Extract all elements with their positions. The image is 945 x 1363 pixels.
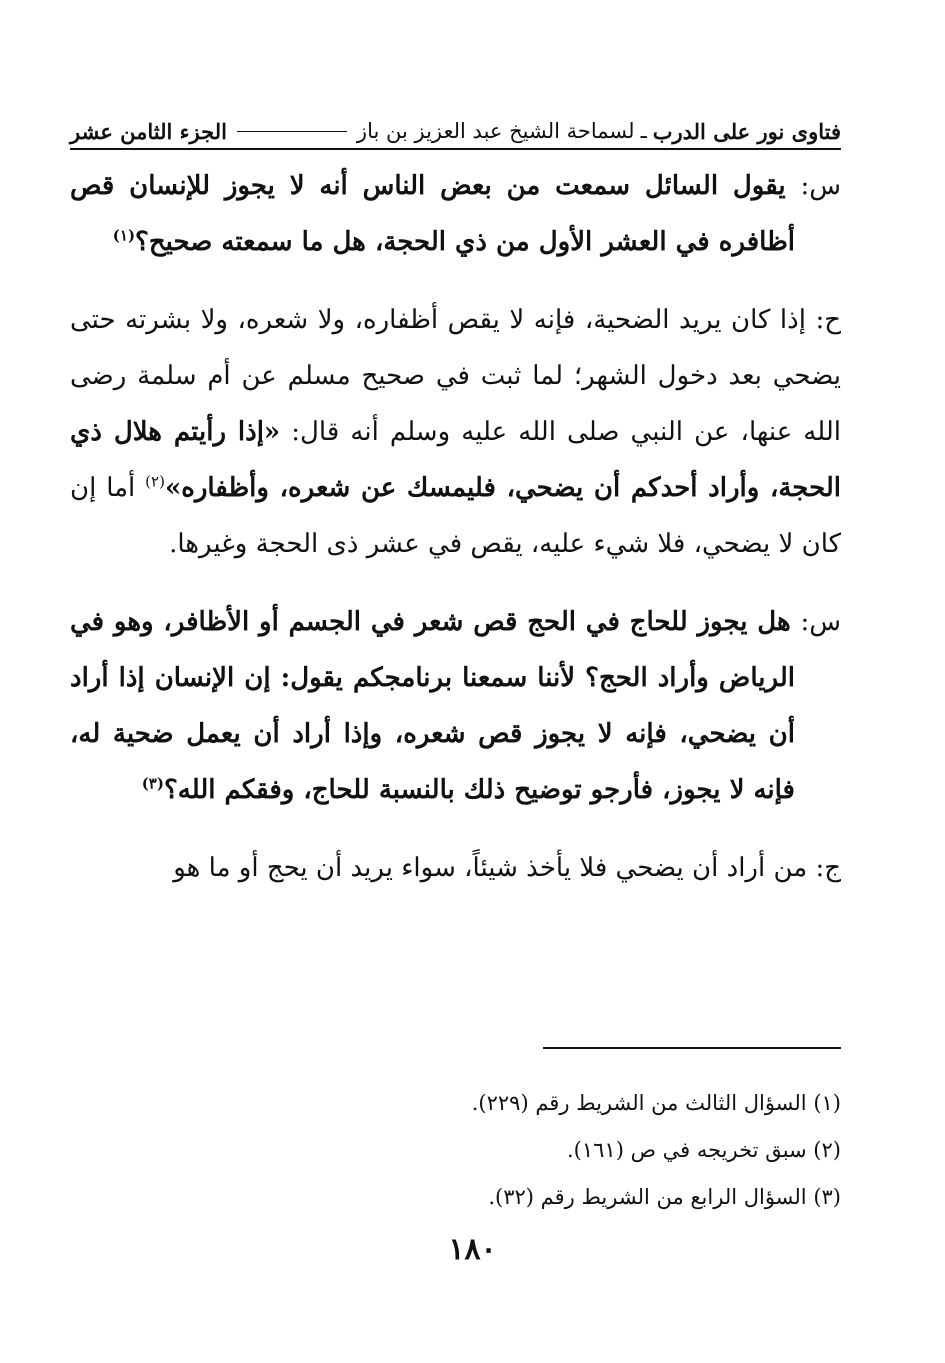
answer-1-text-part2: أما إن كان لا يضحي، فلا شيء عليه، يقص في عشر ذى الحجة وغيرها. — [70, 473, 841, 559]
answer-2 — [70, 840, 841, 896]
footnote-ref-2: (٢) — [145, 472, 165, 491]
answer-1-text-part1: إذا كان يريد الضحية، فإنه لا يقص أظفاره، ولا شعره، ولا بشرته حتى يضحي بعد دخول الشهر؛ لما ثبت في صحيح مسلم عن أم سلمة رضى الله عنها، عن النبي صلى الله عليه وسلم أنه قال: — [70, 305, 842, 447]
question-marker: س: — [800, 607, 842, 637]
part-label: الجزء الثامن عشر — [70, 118, 227, 144]
footnote-3: (٣) السؤال الرابع من الشريط رقم (٣٢). — [488, 1185, 841, 1209]
question-2 — [70, 594, 841, 818]
question-2-text: هل يجوز للحاج في الحج قص شعر في الجسم أو الأظافر، وهو في الرياض وأراد الحج؟ لأننا سمعنا برنامجكم يقول: إن الإنسان إذا أراد أن يضحي، فإنه لا يجوز قص شعره، وإذا أراد أن يعمل ضحية له، فإنه لا يجوز، فأرجو توضيح ذلك بالنسبة للحاج، وفقكم الله؟ — [70, 607, 795, 805]
question-marker: س: — [800, 171, 841, 201]
answer-marker: ج: — [815, 853, 841, 883]
footnote-ref-3: (٣) — [141, 774, 164, 793]
footnote-1: (١) السؤال الثالث من الشريط رقم (٢٢٩). — [471, 1091, 841, 1115]
book-title: فتاوى نور على الدرب — [652, 118, 841, 144]
author-line: لسماحة الشيخ عبد العزيز بن باز — [356, 119, 635, 143]
header-dash: ـ — [640, 119, 647, 143]
answer-marker: ح: — [815, 305, 842, 335]
page-body — [70, 158, 841, 918]
answer-2-text: من أراد أن يضحي فلا يأخذ شيئاً، سواء يريد أن يحج أو ما هو — [173, 853, 808, 883]
footnote-separator — [543, 1047, 841, 1049]
page-number: ١٨٠ — [448, 1232, 497, 1267]
footnote-ref-1: (١) — [112, 226, 136, 245]
hadith-quote: «إذا رأيتم هلال ذي الحجة، وأراد أحدكم أن يضحي، فليمسك عن شعره، وأظفاره» — [70, 417, 842, 503]
header-rule — [237, 131, 347, 132]
question-1-text: يقول السائل سمعت من بعض الناس أنه لا يجوز للإنسان قص أظافره في العشر الأول من ذي الحجة، هل ما سمعته صحيح؟ — [70, 171, 795, 257]
header-underline — [70, 148, 841, 150]
running-header — [70, 116, 841, 146]
footnotes — [70, 1080, 841, 1221]
footnote-2: (٢) سبق تخريجه في ص (١٦١). — [567, 1138, 841, 1162]
answer-1 — [70, 292, 841, 572]
question-1 — [70, 158, 841, 270]
